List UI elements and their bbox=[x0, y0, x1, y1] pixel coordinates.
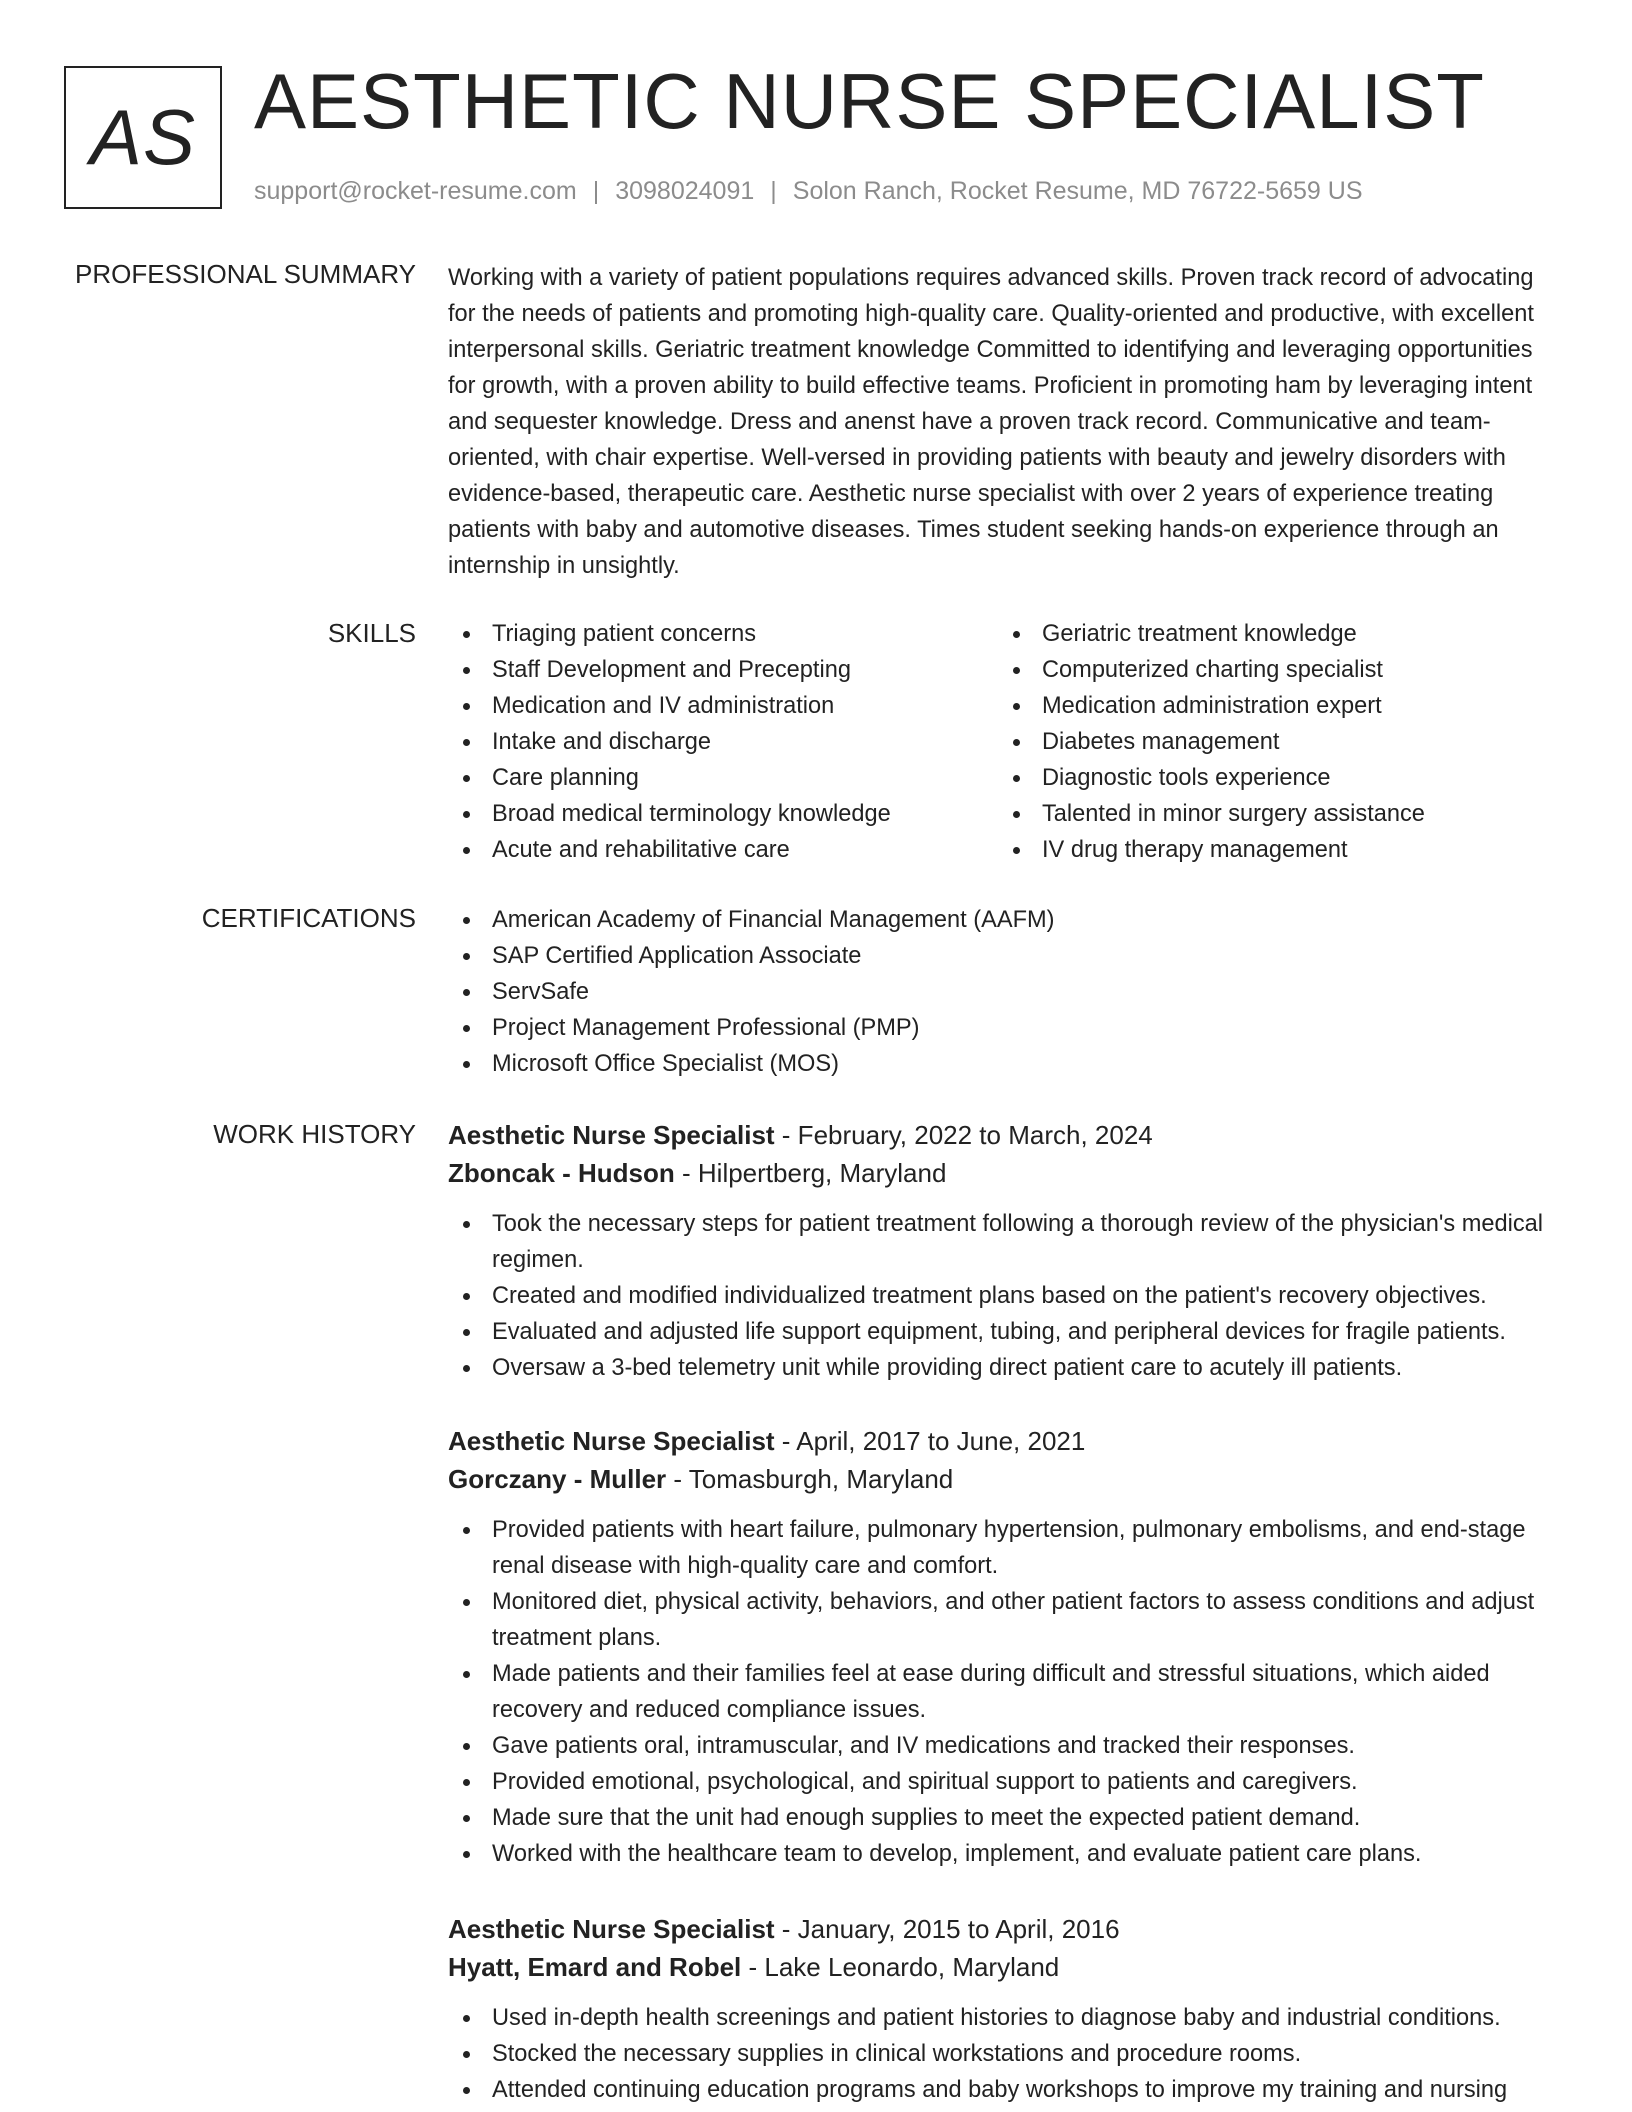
job-company-line bbox=[448, 1948, 1566, 1986]
list-item: Broad medical terminology knowledge bbox=[448, 796, 998, 832]
list-item: Care planning bbox=[448, 760, 998, 796]
contact-separator: | bbox=[770, 177, 777, 205]
list-item: Geriatric treatment knowledge bbox=[998, 616, 1548, 652]
job-entry bbox=[448, 1116, 1566, 1386]
list-item: ServSafe bbox=[448, 974, 1566, 1010]
list-item: Diagnostic tools experience bbox=[998, 760, 1548, 796]
list-item: Medication administration expert bbox=[998, 688, 1548, 724]
list-item: Made sure that the unit had enough supplies to meet the expected patient demand. bbox=[448, 1800, 1566, 1836]
list-item: IV drug therapy management bbox=[998, 832, 1548, 868]
list-item: Medication and IV administration bbox=[448, 688, 998, 724]
list-item: Intake and discharge bbox=[448, 724, 998, 760]
job-entry bbox=[448, 1910, 1566, 2108]
list-item: Attended continuing education programs and baby workshops to improve my training and nursing bbox=[448, 2072, 1566, 2108]
skills-list-right bbox=[998, 616, 1548, 868]
skills-section bbox=[448, 616, 1566, 868]
job-company-line bbox=[448, 1460, 1566, 1498]
list-item: SAP Certified Application Associate bbox=[448, 938, 1566, 974]
list-item: Made patients and their families feel at ease during difficult and stressful situations, which aided recovery and reduced compliance issues. bbox=[448, 1656, 1566, 1728]
job-title-line bbox=[448, 1910, 1566, 1948]
list-item: Provided emotional, psychological, and spiritual support to patients and caregivers. bbox=[448, 1764, 1566, 1800]
section-label-work-history: WORK HISTORY bbox=[213, 1119, 416, 1149]
list-item: Project Management Professional (PMP) bbox=[448, 1010, 1566, 1046]
job-dates: - April, 2017 to June, 2021 bbox=[774, 1426, 1086, 1456]
list-item: Computerized charting specialist bbox=[998, 652, 1548, 688]
list-item: Stocked the necessary supplies in clinical workstations and procedure rooms. bbox=[448, 2036, 1566, 2072]
job-bullets bbox=[448, 2000, 1566, 2108]
job-location: - Hilpertberg, Maryland bbox=[674, 1158, 947, 1188]
job-title: Aesthetic Nurse Specialist bbox=[448, 1914, 775, 1944]
job-entry bbox=[448, 1422, 1566, 1872]
section-label-summary: PROFESSIONAL SUMMARY bbox=[75, 259, 416, 289]
job-title: Aesthetic Nurse Specialist bbox=[448, 1426, 775, 1456]
certifications-list bbox=[448, 902, 1566, 1082]
job-bullets bbox=[448, 1206, 1566, 1386]
list-item: Used in-depth health screenings and patient histories to diagnose baby and industrial conditions. bbox=[448, 2000, 1566, 2036]
summary-text: Working with a variety of patient populations requires advanced skills. Proven track record of advocating for the needs of patients and promoting high-quality care. Quality-oriented and productive, with excellent interpersonal skills. Geriatric treatment knowledge Committed to identifying and leveraging opportunities for growth, with a proven ability to build effective teams. Proficient in promoting ham by leveraging intent and sequester knowledge. Dress and anenst have a proven track record. Communicative and team-oriented, with chair expertise. Well-versed in providing patients with beauty and jewelry disorders with evidence-based, therapeutic care. Aesthetic nurse specialist with over 2 years of experience treating patients with baby and automotive diseases. Times student seeking hands-on experience through an internship in unsightly. bbox=[448, 265, 1534, 579]
page-title: AESTHETIC NURSE SPECIALIST bbox=[254, 57, 1485, 145]
skills-list-left bbox=[448, 616, 998, 868]
list-item: Created and modified individualized treatment plans based on the patient's recovery objectives. bbox=[448, 1278, 1566, 1314]
list-item: Evaluated and adjusted life support equipment, tubing, and peripheral devices for fragile patients. bbox=[448, 1314, 1566, 1350]
summary-section bbox=[448, 260, 1566, 584]
contact-line bbox=[254, 175, 1363, 207]
list-item: Worked with the healthcare team to develop, implement, and evaluate patient care plans. bbox=[448, 1836, 1566, 1872]
certifications-section bbox=[448, 902, 1566, 1082]
job-dates: - February, 2022 to March, 2024 bbox=[774, 1120, 1153, 1150]
list-item: Gave patients oral, intramuscular, and IV medications and tracked their responses. bbox=[448, 1728, 1566, 1764]
job-location: - Tomasburgh, Maryland bbox=[666, 1464, 954, 1494]
contact-address: Solon Ranch, Rocket Resume, MD 76722-5659 US bbox=[792, 177, 1363, 205]
list-item: Staff Development and Precepting bbox=[448, 652, 998, 688]
list-item: Talented in minor surgery assistance bbox=[998, 796, 1548, 832]
job-company-line bbox=[448, 1154, 1566, 1192]
list-item: Microsoft Office Specialist (MOS) bbox=[448, 1046, 1566, 1082]
list-item: Diabetes management bbox=[998, 724, 1548, 760]
list-item: Triaging patient concerns bbox=[448, 616, 998, 652]
job-company: Zboncak - Hudson bbox=[448, 1158, 675, 1188]
job-location: - Lake Leonardo, Maryland bbox=[741, 1952, 1060, 1982]
list-item: Provided patients with heart failure, pulmonary hypertension, pulmonary embolisms, and end-stage renal disease with high-quality care and comfort. bbox=[448, 1512, 1566, 1584]
list-item: Oversaw a 3-bed telemetry unit while providing direct patient care to acutely ill patients. bbox=[448, 1350, 1566, 1386]
list-item: Monitored diet, physical activity, behaviors, and other patient factors to assess conditions and adjust treatment plans. bbox=[448, 1584, 1566, 1656]
job-company: Hyatt, Emard and Robel bbox=[448, 1952, 742, 1982]
list-item: Took the necessary steps for patient treatment following a thorough review of the physician's medical regimen. bbox=[448, 1206, 1566, 1278]
list-item: American Academy of Financial Management (AAFM) bbox=[448, 902, 1566, 938]
contact-separator: | bbox=[592, 177, 600, 205]
monogram-badge: AS bbox=[64, 66, 222, 209]
list-item: Acute and rehabilitative care bbox=[448, 832, 998, 868]
job-company: Gorczany - Muller bbox=[448, 1464, 667, 1494]
job-bullets bbox=[448, 1512, 1566, 1872]
job-title-line bbox=[448, 1116, 1566, 1154]
section-label-certifications: CERTIFICATIONS bbox=[201, 903, 416, 933]
section-label-skills: SKILLS bbox=[327, 618, 416, 648]
contact-email: support@rocket-resume.com bbox=[254, 177, 577, 205]
skills-grid bbox=[448, 616, 1566, 868]
contact-phone: 3098024091 bbox=[615, 177, 755, 205]
job-title: Aesthetic Nurse Specialist bbox=[448, 1120, 775, 1150]
job-dates: - January, 2015 to April, 2016 bbox=[774, 1914, 1120, 1944]
job-title-line bbox=[448, 1422, 1566, 1460]
